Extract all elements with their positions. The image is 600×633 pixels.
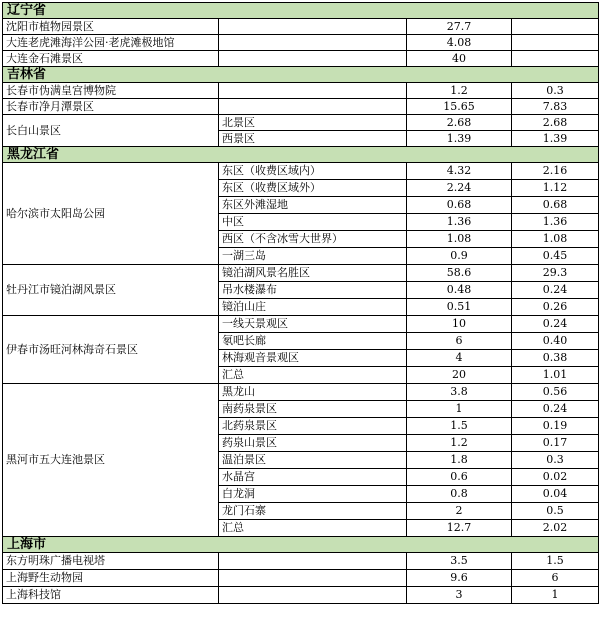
- value-second: 0.68: [512, 197, 599, 214]
- sub-area-name: [219, 587, 407, 604]
- value-second: 1.39: [512, 131, 599, 147]
- value-second: 0.04: [512, 486, 599, 503]
- scenic-area-name: 伊春市汤旺河林海奇石景区: [3, 316, 219, 384]
- scenic-area-name: 长白山景区: [3, 115, 219, 147]
- sub-area-name: 东区（收费区域内）: [219, 163, 407, 180]
- scenic-area-name: 长春市净月潭景区: [3, 99, 219, 115]
- sub-area-name: 吊水楼瀑布: [219, 282, 407, 299]
- scenic-area-name: 大连老虎滩海洋公园·老虎滩极地馆: [3, 35, 219, 51]
- province-header-heilongjiang: [3, 147, 599, 163]
- value-area: 1.5: [407, 418, 512, 435]
- value-area: 4.08: [407, 35, 512, 51]
- sub-area-name: 北药泉景区: [219, 418, 407, 435]
- sub-area-name: [219, 19, 407, 35]
- sub-area-name: 北景区: [219, 115, 407, 131]
- table-row: [3, 99, 599, 115]
- table-row: [3, 553, 599, 570]
- sub-area-name: 药泉山景区: [219, 435, 407, 452]
- value-second: 29.3: [512, 265, 599, 282]
- value-area: 4: [407, 350, 512, 367]
- table-row: [3, 384, 599, 401]
- value-area: 1.39: [407, 131, 512, 147]
- value-second: 0.17: [512, 435, 599, 452]
- sub-area-name: 水晶宫: [219, 469, 407, 486]
- table-row: [3, 35, 599, 51]
- scenic-area-name: 大连金石滩景区: [3, 51, 219, 67]
- value-second: 2.02: [512, 520, 599, 537]
- sub-area-name: 一线天景观区: [219, 316, 407, 333]
- sub-area-name: [219, 35, 407, 51]
- value-second: 1.36: [512, 214, 599, 231]
- sub-area-name: [219, 553, 407, 570]
- value-second: 1.01: [512, 367, 599, 384]
- sub-area-name: 镜泊湖风景名胜区: [219, 265, 407, 282]
- province-name: 黑龙江省: [3, 147, 599, 163]
- value-area: 2.24: [407, 180, 512, 197]
- value-area: 1.2: [407, 83, 512, 99]
- sub-area-name: 东区外滩湿地: [219, 197, 407, 214]
- value-second: 0.24: [512, 282, 599, 299]
- table-row: [3, 83, 599, 99]
- value-area: 4.32: [407, 163, 512, 180]
- value-area: 3: [407, 587, 512, 604]
- value-second: 0.24: [512, 401, 599, 418]
- value-area: 58.6: [407, 265, 512, 282]
- scenic-area-name: 黑河市五大连池景区: [3, 384, 219, 537]
- value-area: 0.51: [407, 299, 512, 316]
- sub-area-name: [219, 51, 407, 67]
- scenic-area-name: 东方明珠广播电视塔: [3, 553, 219, 570]
- value-second: 1: [512, 587, 599, 604]
- province-name: 辽宁省: [3, 3, 599, 19]
- sub-area-name: [219, 99, 407, 115]
- sub-area-name: 汇总: [219, 367, 407, 384]
- scenic-area-name: 哈尔滨市太阳岛公园: [3, 163, 219, 265]
- table-row: [3, 265, 599, 282]
- value-second: 0.45: [512, 248, 599, 265]
- value-second: [512, 19, 599, 35]
- sub-area-name: [219, 570, 407, 587]
- value-second: 0.40: [512, 333, 599, 350]
- value-second: 7.83: [512, 99, 599, 115]
- value-second: 2.68: [512, 115, 599, 131]
- value-area: 1.8: [407, 452, 512, 469]
- sub-area-name: 林海观音景观区: [219, 350, 407, 367]
- sub-area-name: 黑龙山: [219, 384, 407, 401]
- value-area: 1.2: [407, 435, 512, 452]
- sub-area-name: 一湖三岛: [219, 248, 407, 265]
- value-area: 3.8: [407, 384, 512, 401]
- sub-area-name: 温泊景区: [219, 452, 407, 469]
- value-second: 2.16: [512, 163, 599, 180]
- province-header-liaoning: [3, 3, 599, 19]
- table-row: [3, 570, 599, 587]
- sub-area-name: [219, 83, 407, 99]
- value-area: 0.6: [407, 469, 512, 486]
- table-row: [3, 316, 599, 333]
- value-area: 2.68: [407, 115, 512, 131]
- value-area: 40: [407, 51, 512, 67]
- sub-area-name: 汇总: [219, 520, 407, 537]
- scenic-area-name: 上海野生动物园: [3, 570, 219, 587]
- value-second: 0.3: [512, 452, 599, 469]
- value-second: 0.02: [512, 469, 599, 486]
- value-second: [512, 35, 599, 51]
- scenic-area-name: 上海科技馆: [3, 587, 219, 604]
- value-area: 2: [407, 503, 512, 520]
- province-header-shanghai: [3, 537, 599, 553]
- value-area: 0.48: [407, 282, 512, 299]
- sub-area-name: 南药泉景区: [219, 401, 407, 418]
- province-header-jilin: [3, 67, 599, 83]
- value-area: 12.7: [407, 520, 512, 537]
- province-name: 吉林省: [3, 67, 599, 83]
- value-second: 0.56: [512, 384, 599, 401]
- value-second: 0.38: [512, 350, 599, 367]
- value-second: 0.5: [512, 503, 599, 520]
- value-second: 0.26: [512, 299, 599, 316]
- value-area: 1.36: [407, 214, 512, 231]
- value-area: 10: [407, 316, 512, 333]
- scenic-area-table: [2, 2, 599, 604]
- value-area: 3.5: [407, 553, 512, 570]
- value-area: 0.9: [407, 248, 512, 265]
- value-area: 20: [407, 367, 512, 384]
- sub-area-name: 白龙洞: [219, 486, 407, 503]
- value-second: [512, 51, 599, 67]
- value-area: 1.08: [407, 231, 512, 248]
- value-area: 0.8: [407, 486, 512, 503]
- value-second: 1.5: [512, 553, 599, 570]
- province-name: 上海市: [3, 537, 599, 553]
- sub-area-name: 中区: [219, 214, 407, 231]
- sub-area-name: 东区（收费区域外）: [219, 180, 407, 197]
- table-row: [3, 51, 599, 67]
- scenic-area-name: 牡丹江市镜泊湖风景区: [3, 265, 219, 316]
- value-area: 27.7: [407, 19, 512, 35]
- table-row: [3, 115, 599, 131]
- value-area: 6: [407, 333, 512, 350]
- value-area: 0.68: [407, 197, 512, 214]
- value-second: 1.12: [512, 180, 599, 197]
- value-second: 0.24: [512, 316, 599, 333]
- value-second: 0.19: [512, 418, 599, 435]
- sub-area-name: 西景区: [219, 131, 407, 147]
- table-row: [3, 587, 599, 604]
- sub-area-name: 西区（不含冰雪大世界）: [219, 231, 407, 248]
- scenic-area-name: 沈阳市植物园景区: [3, 19, 219, 35]
- table-row: [3, 19, 599, 35]
- value-area: 15.65: [407, 99, 512, 115]
- sub-area-name: 氡吧长廊: [219, 333, 407, 350]
- value-second: 0.3: [512, 83, 599, 99]
- value-area: 1: [407, 401, 512, 418]
- table-row: [3, 163, 599, 180]
- sub-area-name: 镜泊山庄: [219, 299, 407, 316]
- sub-area-name: 龙门石寨: [219, 503, 407, 520]
- scenic-area-name: 长春市伪满皇宫博物院: [3, 83, 219, 99]
- value-second: 6: [512, 570, 599, 587]
- value-area: 9.6: [407, 570, 512, 587]
- value-second: 1.08: [512, 231, 599, 248]
